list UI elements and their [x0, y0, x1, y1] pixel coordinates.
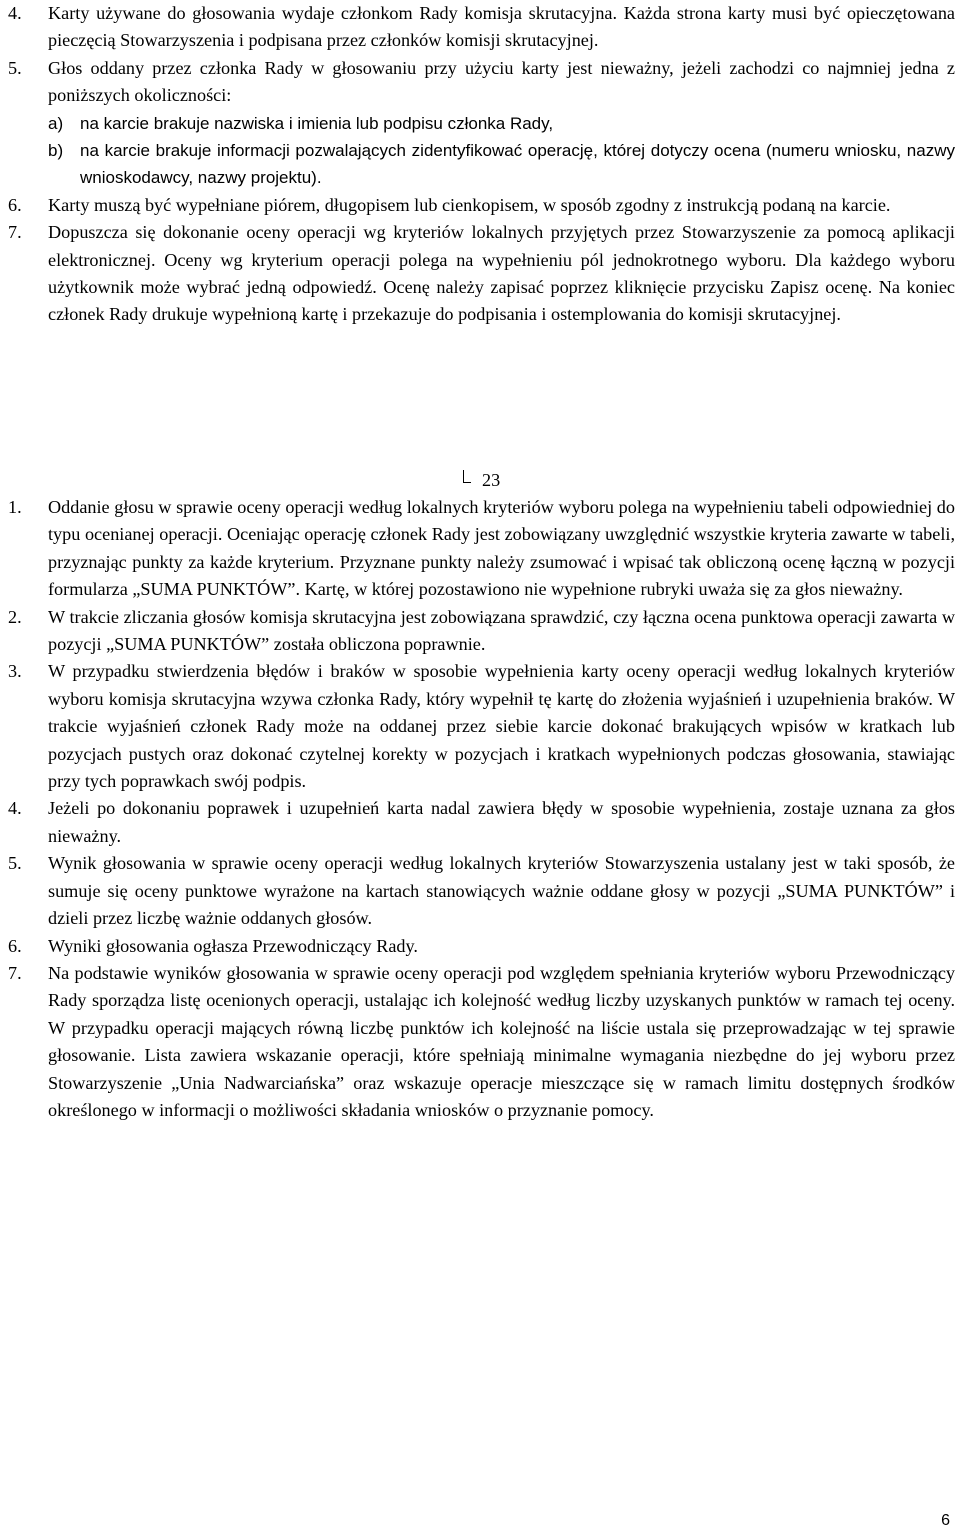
item-text: Dopuszcza się dokonanie oceny operacji wg kryteriów lokalnych przyjętych przez Stowarzyszenie za pomocą aplikacji elektronicznej. Oceny wg kryterium operacji polega na wypełnieniu pól jednokrotnego wyboru. Dla każdego wyboru użytkownik może wybrać jedną odpowiedź. Ocenę należy zapisać poprzez kliknięcie przycisku Zapisz ocenę. Na koniec członek Rady drukuje wypełnioną kartę i przekazuje do podpisania i ostemplowania do komisji skrutacyjnej.: [48, 222, 955, 325]
item-number: 6.: [8, 194, 22, 215]
item-number: 7.: [8, 222, 22, 243]
sub-item: [48, 110, 955, 137]
list-item: [8, 850, 955, 932]
page-number: 6: [941, 1511, 950, 1529]
section-marker: 23: [482, 470, 501, 490]
item-text: Wynik głosowania w sprawie oceny operacji według lokalnych kryteriów Stowarzyszenia ustalany jest w taki sposób, że sumuje się oceny punktowe wyrażone na kartach stanowiących ważnie oddane głosy w pozycji „SUMA PUNKTÓW” i dzieli przez liczbę ważnie oddanych głosów.: [48, 853, 955, 929]
list-item: [8, 219, 955, 329]
list-item: [8, 55, 955, 192]
item-number: 2.: [8, 606, 22, 627]
list-item: [8, 192, 955, 219]
sub-item: [48, 137, 955, 192]
item-number: 4.: [8, 3, 22, 23]
item-body: [48, 55, 955, 192]
list-item: [8, 795, 955, 850]
list-item: [8, 494, 955, 604]
item-number: 5.: [8, 57, 22, 78]
item-number: 7.: [8, 962, 22, 983]
item-text: Karty używane do głosowania wydaje członkom Rady komisja skrutacyjna. Każda strona karty musi być opieczętowana pieczęcią Stowarzyszenia i podpisana przez członków komisji skrutacyjnej.: [48, 3, 955, 51]
sub-item-label: b): [48, 141, 64, 161]
sub-item-label: a): [48, 113, 64, 133]
item-number: 5.: [8, 853, 22, 874]
item-number: 4.: [8, 798, 22, 819]
item-number: 1.: [8, 497, 22, 517]
sub-item-text: na karcie brakuje informacji pozwalających zidentyfikować operację, której dotyczy ocena (numeru wniosku, nazwy wnioskodawcy, nazwy projektu).: [80, 141, 955, 188]
item-text: Głos oddany przez członka Rady w głosowaniu przy użyciu karty jest nieważny, jeżeli zachodzi co najmniej jedna z poniższych okoliczności:: [48, 57, 955, 106]
list-item: [8, 960, 955, 1124]
item-text: Na podstawie wyników głosowania w sprawie oceny operacji pod względem spełniania kryteriów wyboru Przewodniczący Rady sporządza listę ocenionych operacji, ustalając ich kolejność według liczby uzyskanych punktów w ramach tej oceny. W przypadku operacji mających równą liczbę punktów ich kolejność na liście ustala się przeprowadzając w tej sprawie głosowanie. Lista zawiera wskazanie operacji, które spełniają minimalne wymagania niezbędne do jej wyboru przez Stowarzyszenie „Unia Nadwarciańska” oraz wskazuje operacje mieszczące się w ramach limitu dostępnych środków określonego w informacji o możliwości składania wniosków o przyznanie pomocy.: [48, 962, 955, 1120]
list-item: [8, 658, 955, 795]
item-number: 6.: [8, 935, 22, 956]
item-text: Karty muszą być wypełniane piórem, długopisem lub cienkopisem, w sposób zgodny z instrukcją podaną na karcie.: [48, 194, 891, 215]
item-text: Jeżeli po dokonaniu poprawek i uzupełnień karta nadal zawiera błędy w sposobie wypełnienia, zostaje uznana za głos nieważny.: [48, 798, 955, 846]
item-number: 3.: [8, 661, 22, 682]
sub-item-text: na karcie brakuje nazwiska i imienia lub podpisu członka Rady,: [80, 113, 554, 133]
list-item: [8, 933, 955, 960]
section-a: [8, 0, 955, 329]
item-text: W trakcie zliczania głosów komisja skrutacyjna jest zobowiązana sprawdzić, czy łączna ocena punktowa operacji zawarta w pozycji „SUMA PUNKTÓW” została obliczona poprawnie.: [48, 606, 955, 655]
list-item: [8, 0, 955, 55]
item-text: Oddanie głosu w sprawie oceny operacji według lokalnych kryteriów wyboru polega na wypełnieniu tabeli odpowiedniej do typu ocenianej operacji. Oceniając operację członek Rady jest zobowiązany uwzględnić wszystkie kryteria zawarte w tabeli, przyznając punkty za każde kryterium. Przyznane punkty należy zsumować i wpisać tak obliczoną ocenę łączną w pozycji formularza „SUMA PUNKTÓW”. Kartę, w której pozostawiono nie wypełnione rubryki uważa się za głos nieważny.: [48, 497, 955, 600]
section-marker-bracket: [463, 470, 471, 483]
item-text: W przypadku stwierdzenia błędów i braków w sposobie wypełnienia karty oceny operacji według lokalnych kryteriów wyboru komisja skrutacyjna wzywa członka Rady, który wypełnił tę kartę do złożenia wyjaśnień i uzupełnienia braków. W trakcie wyjaśnień członek Rady może na oddanej przez siebie karcie dokonać brakujących wpisów w kratkach lub pozycjach pustych oraz dokonać czytelnej korekty w pozycjach i kratkach wypełnionych podczas głosowania, stawiając przy tych poprawkach swój podpis.: [48, 661, 955, 792]
section-b: [8, 494, 955, 1124]
list-item: [8, 604, 955, 659]
item-text: Wyniki głosowania ogłasza Przewodniczący Rady.: [48, 935, 418, 956]
